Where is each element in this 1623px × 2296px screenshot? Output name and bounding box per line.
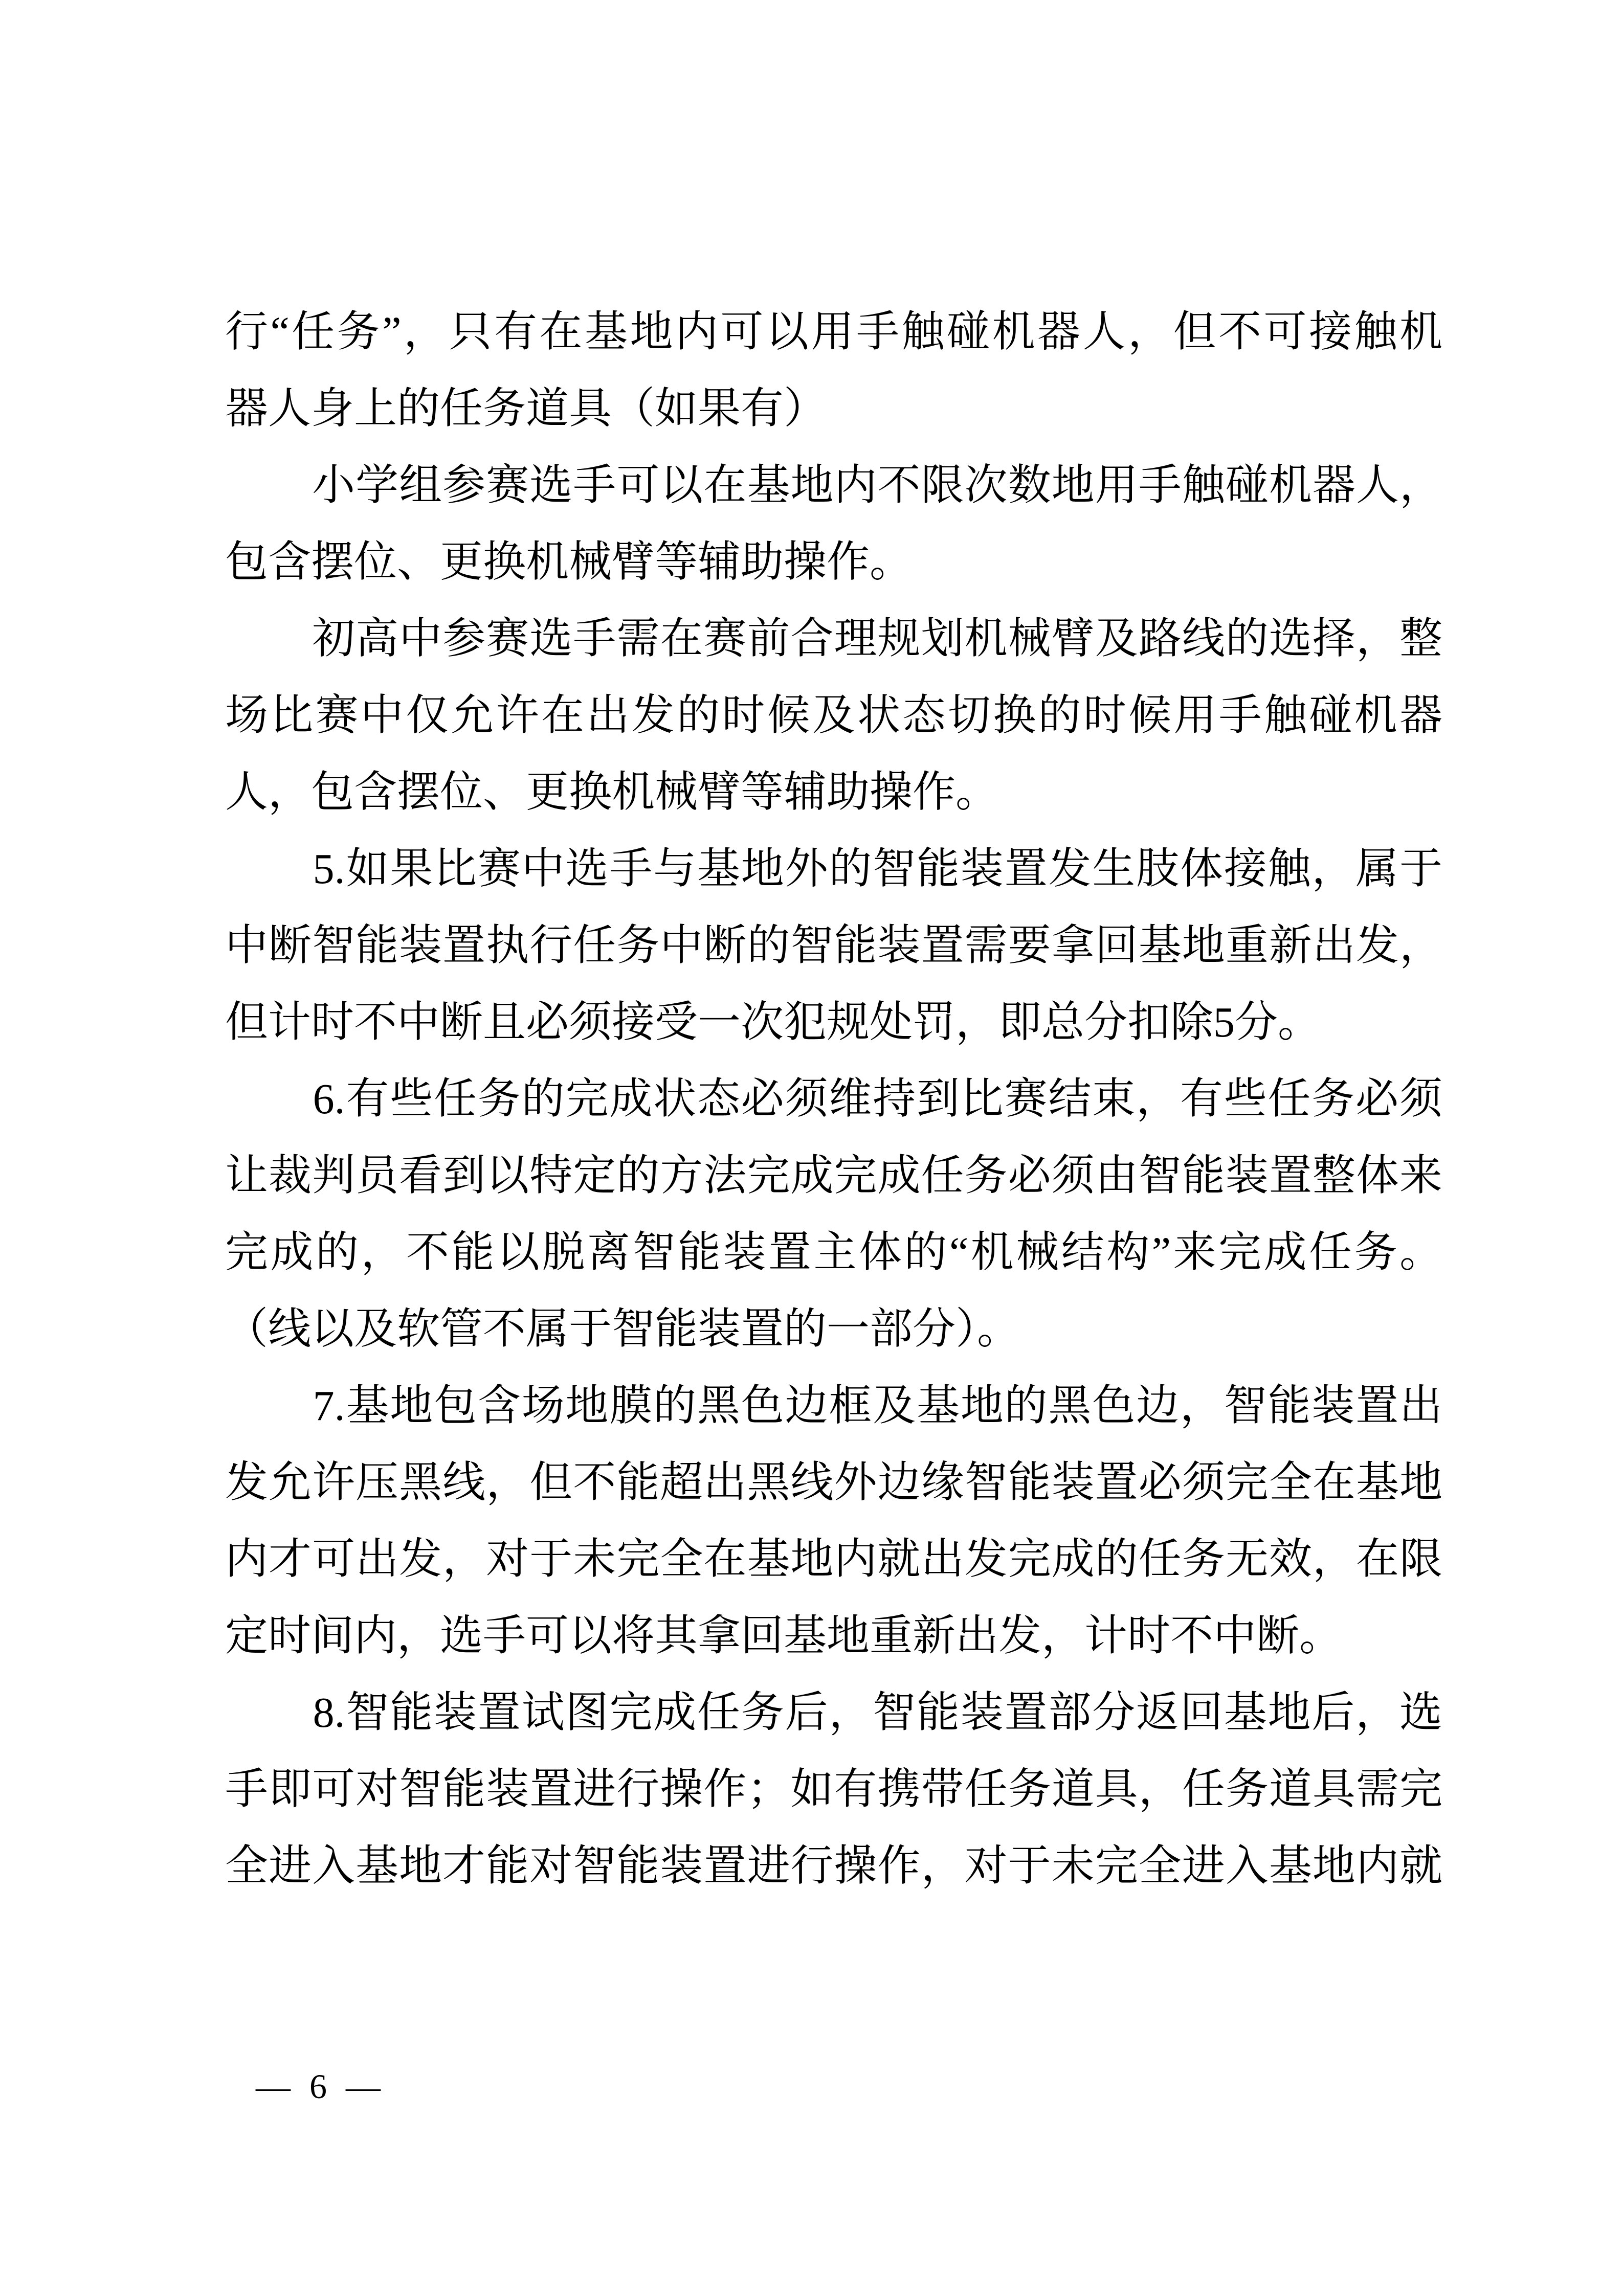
text-line: 中断智能装置执行任务中断的智能装置需要拿回基地重新出发， xyxy=(225,922,1442,970)
text-line: 发允许压黑线，但不能超出黑线外边缘智能装置必须完全在基地 xyxy=(225,1459,1442,1506)
text-line: 内才可出发，对于未完全在基地内就出发完成的任务无效，在限 xyxy=(225,1536,1442,1583)
text-line: 定时间内，选手可以将其拿回基地重新出发，计时不中断。 xyxy=(225,1612,1343,1660)
text-line: 包含摆位、更换机械臂等辅助操作。 xyxy=(225,538,913,586)
text-line: 行“任务”，只有在基地内可以用手触碰机器人，但不可接触机 xyxy=(225,308,1442,356)
text-line: 8.智能装置试图完成任务后，智能装置部分返回基地后，选 xyxy=(225,1689,1442,1737)
page-number: — 6 — xyxy=(256,2067,386,2106)
text-line: 器人身上的任务道具（如果有） xyxy=(225,385,827,433)
text-line: 完成的，不能以脱离智能装置主体的“机械结构”来完成任务。 xyxy=(225,1229,1442,1276)
text-line: （线以及软管不属于智能装置的一部分）。 xyxy=(225,1305,1020,1353)
text-line: 小学组参赛选手可以在基地内不限次数地用手触碰机器人， xyxy=(225,462,1442,509)
text-line: 人，包含摆位、更换机械臂等辅助操作。 xyxy=(225,769,999,816)
text-line: 但计时不中断且必须接受一次犯规处罚，即总分扣除5分。 xyxy=(225,999,1321,1046)
text-line: 初高中参赛选手需在赛前合理规划机械臂及路线的选择，整 xyxy=(225,615,1442,663)
text-line: 场比赛中仅允许在出发的时候及状态切换的时候用手触碰机器 xyxy=(225,692,1442,739)
text-line: 6.有些任务的完成状态必须维持到比赛结束，有些任务必须 xyxy=(225,1075,1442,1123)
text-line: 全进入基地才能对智能装置进行操作，对于未完全进入基地内就 xyxy=(225,1842,1442,1890)
text-line: 让裁判员看到以特定的方法完成完成任务必须由智能装置整体来 xyxy=(225,1152,1442,1200)
text-line: 手即可对智能装置进行操作；如有携带任务道具，任务道具需完 xyxy=(225,1766,1442,1813)
text-line: 7.基地包含场地膜的黑色边框及基地的黑色边，智能装置出 xyxy=(225,1382,1442,1430)
text-line: 5.如果比赛中选手与基地外的智能装置发生肢体接触，属于 xyxy=(225,845,1442,893)
document-body xyxy=(225,294,1442,1905)
